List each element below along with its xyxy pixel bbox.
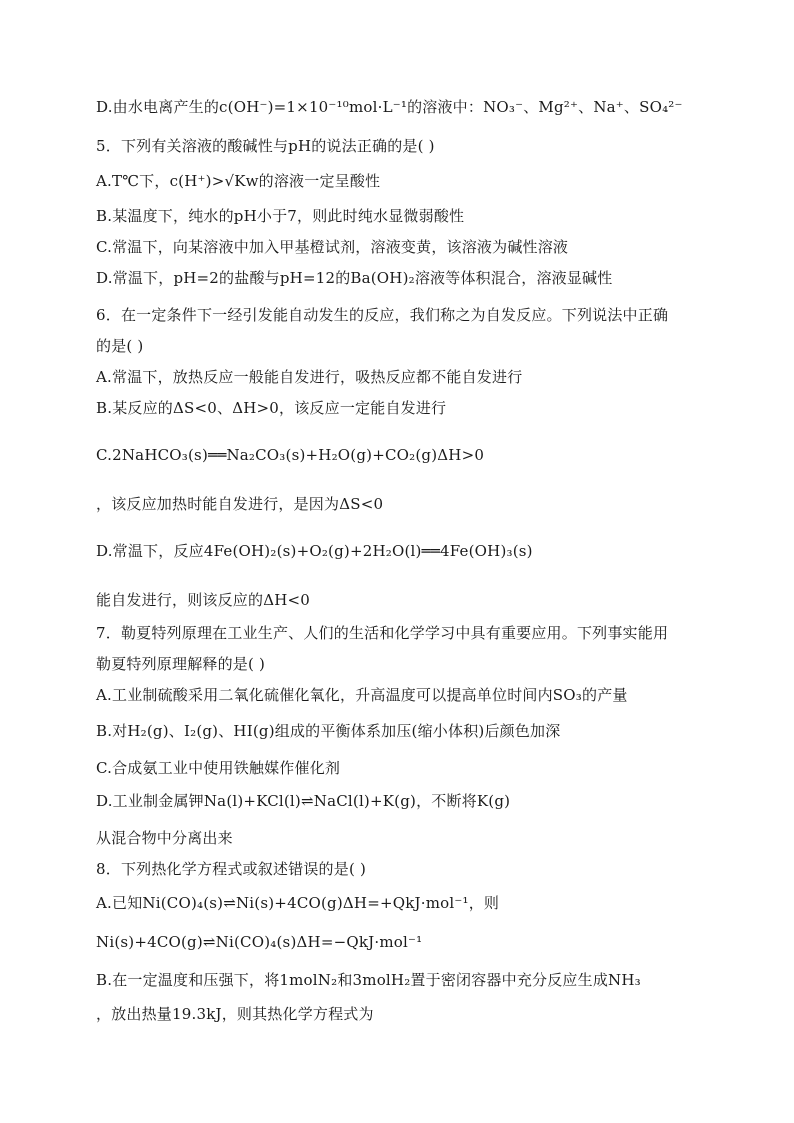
option-c-q5: C.常温下，向某溶液中加入甲基橙试剂，溶液变黄，该溶液为碱性溶液 — [96, 238, 569, 256]
question-7-stem-line2: 勒夏特列原理解释的是( ) — [96, 655, 266, 673]
question-8-stem: 8．下列热化学方程式或叙述错误的是( ) — [96, 860, 367, 878]
option-a-q6: A.常温下，放热反应一般能自发进行，吸热反应都不能自发进行 — [96, 368, 523, 386]
option-c-q6-text: ，该反应加热时能自发进行，是因为ΔS<0 — [96, 495, 384, 513]
option-a-q7: A.工业制硫酸采用二氧化硫催化氧化，升高温度可以提高单位时间内SO₃的产量 — [96, 686, 628, 704]
option-b-q5: B.某温度下，纯水的pH小于7，则此时纯水显微弱酸性 — [96, 207, 465, 225]
option-b-q8-line1: B.在一定温度和压强下，将1molN₂和3molH₂置于密闭容器中充分反应生成NH₃ — [96, 971, 641, 989]
option-b-q8-line2: ，放出热量19.3kJ，则其热化学方程式为 — [96, 1005, 374, 1023]
option-c-q6-equation: C.2NaHCO₃(s)══Na₂CO₃(s)+H₂O(g)+CO₂(g)ΔH>0 — [96, 446, 485, 464]
option-d-q5: D.常温下，pH=2的盐酸与pH=12的Ba(OH)₂溶液等体积混合，溶液显碱性 — [96, 269, 613, 287]
question-5-stem: 5．下列有关溶液的酸碱性与pH的说法正确的是( ) — [96, 137, 435, 155]
question-6-stem-line2: 的是( ) — [96, 337, 144, 355]
option-b-q6: B.某反应的ΔS<0、ΔH>0，该反应一定能自发进行 — [96, 399, 447, 417]
option-d-q7-text: 从混合物中分离出来 — [96, 829, 233, 847]
question-7-stem-line1: 7．勒夏特列原理在工业生产、人们的生活和化学学习中具有重要应用。下列事实能用 — [96, 624, 669, 642]
option-a-q8-line2: Ni(s)+4CO(g)⇌Ni(CO)₄(s)ΔH=−QkJ·mol⁻¹ — [96, 933, 423, 951]
option-a-q8-line1: A.已知Ni(CO)₄(s)⇌Ni(s)+4CO(g)ΔH=+QkJ·mol⁻¹，则 — [96, 894, 500, 912]
option-d-q4: D.由水电离产生的c(OH⁻)=1×10⁻¹⁰mol·L⁻¹的溶液中：NO₃⁻、Mg²⁺、Na⁺、SO₄²⁻ — [96, 98, 683, 116]
option-b-q7: B.对H₂(g)、I₂(g)、HI(g)组成的平衡体系加压(缩小体积)后颜色加深 — [96, 722, 561, 740]
option-a-q5: A.T℃下，c(H⁺)>√Kw的溶液一定呈酸性 — [96, 172, 381, 190]
option-d-q6-equation: D.常温下，反应4Fe(OH)₂(s)+O₂(g)+2H₂O(l)══4Fe(OH)₃(s) — [96, 542, 533, 560]
option-d-q7-equation: D.工业制金属钾Na(l)+KCl(l)⇌NaCl(l)+K(g)，不断将K(g) — [96, 792, 511, 810]
question-6-stem-line1: 6．在一定条件下一经引发能自动发生的反应，我们称之为自发反应。下列说法中正确 — [96, 306, 669, 324]
option-c-q7: C.合成氨工业中使用铁触媒作催化剂 — [96, 759, 341, 777]
option-d-q6-text: 能自发进行，则该反应的ΔH<0 — [96, 591, 311, 609]
